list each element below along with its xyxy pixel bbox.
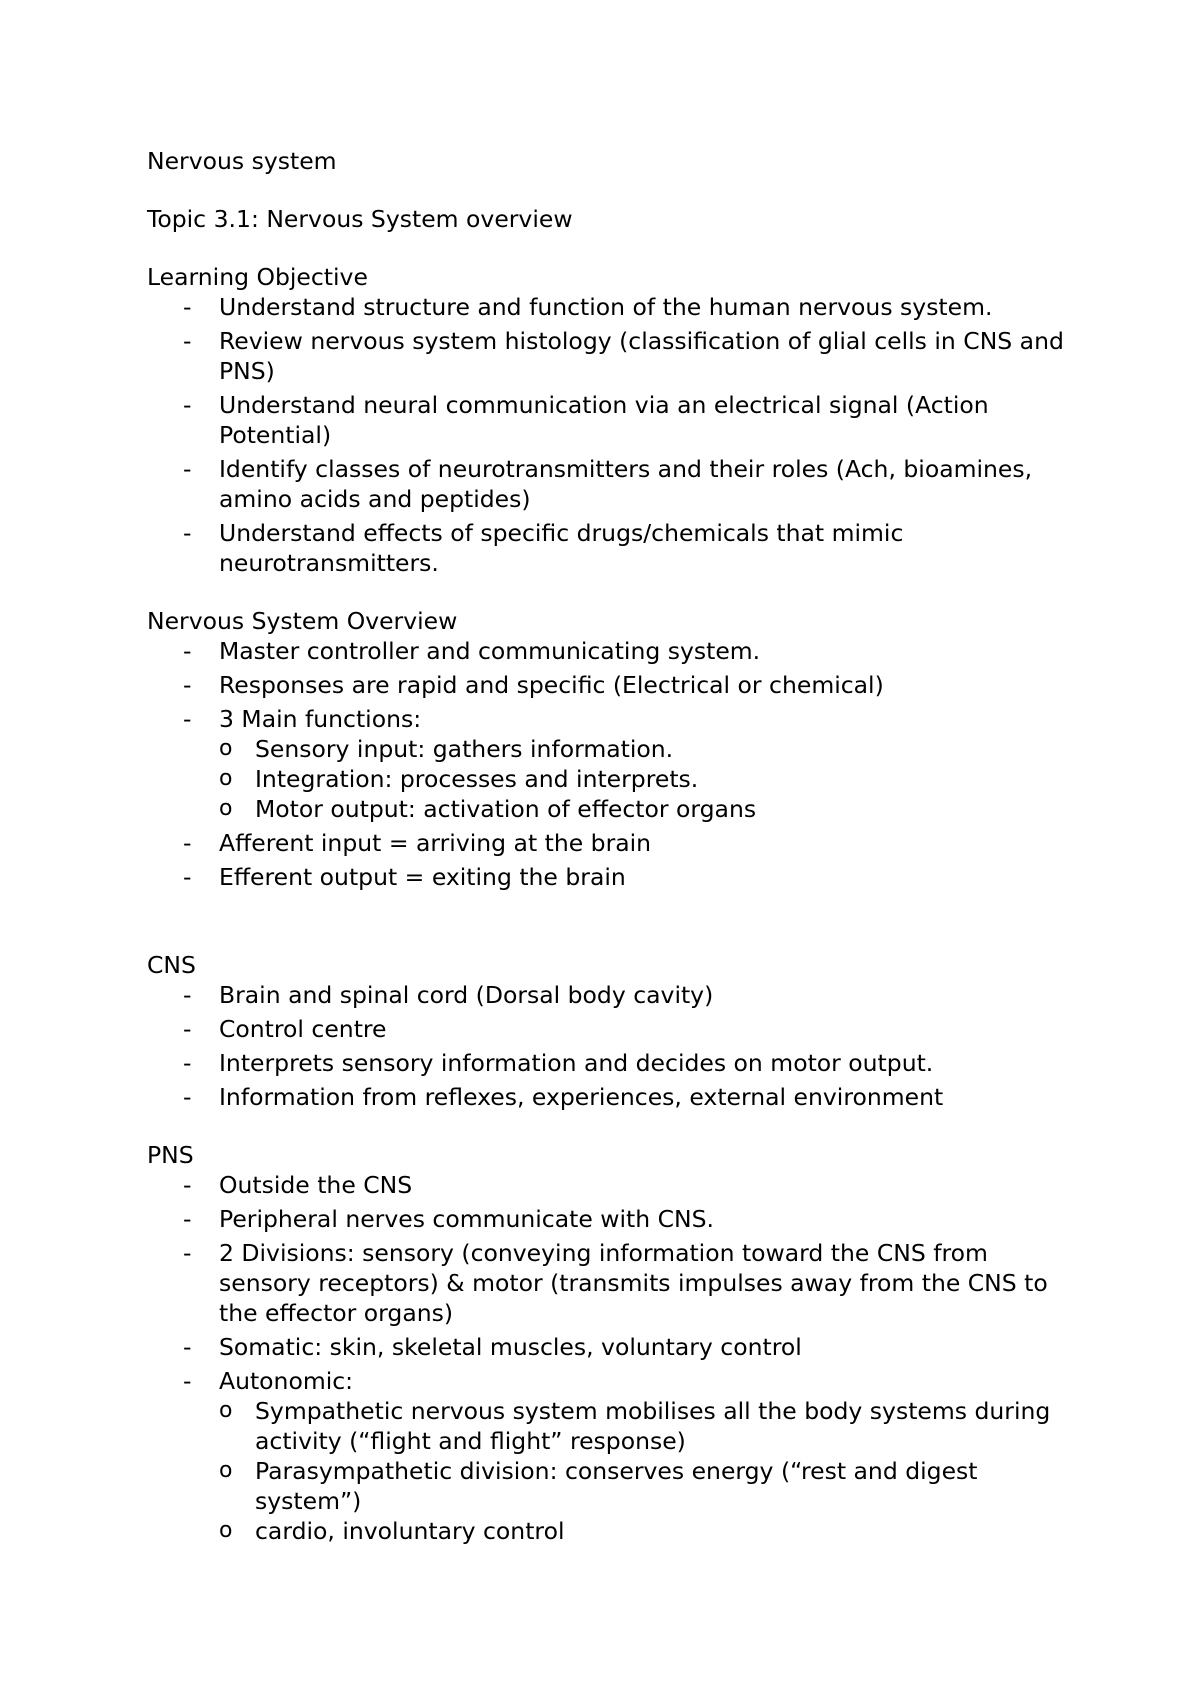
list-item (147, 1238, 1077, 1328)
circle-bullet: o (219, 736, 233, 761)
circle-bullet: o (219, 766, 233, 791)
circle-bullet: o (219, 1398, 233, 1423)
sublist-item-text: Motor output: activation of effector organs (255, 795, 757, 823)
dash-bullet: - (183, 1205, 192, 1233)
list-item-text: Understand effects of specific drugs/chemicals that mimic neurotransmitters. (219, 519, 904, 577)
dash-bullet: - (183, 863, 192, 891)
dash-bullet: - (183, 1015, 192, 1043)
list-item (147, 1204, 1077, 1234)
dash-bullet: - (183, 1239, 192, 1267)
pns-heading: PNS (147, 1141, 194, 1169)
list-item-text: Interprets sensory information and decides on motor output. (219, 1049, 934, 1077)
dash-bullet: - (183, 1333, 192, 1361)
list-item (147, 390, 1077, 450)
dash-bullet: - (183, 1367, 192, 1395)
list-item (147, 704, 1077, 824)
dash-bullet: - (183, 671, 192, 699)
cns-list (147, 980, 1077, 1112)
topic-heading: Topic 3.1: Nervous System overview (147, 205, 573, 233)
dash-bullet: - (183, 1049, 192, 1077)
list-item (147, 862, 1077, 892)
sublist-item-text: Sensory input: gathers information. (255, 735, 674, 763)
overview-list (147, 636, 1077, 892)
list-item-text: Information from reflexes, experiences, external environment (219, 1083, 944, 1111)
list-item (147, 980, 1077, 1010)
list-item (147, 1332, 1077, 1362)
list-item (147, 1048, 1077, 1078)
list-item-text: Control centre (219, 1015, 387, 1043)
list-item-text: 3 Main functions: (219, 705, 422, 733)
dash-bullet: - (183, 391, 192, 419)
sublist-item (219, 1396, 1077, 1456)
circle-bullet: o (219, 1458, 233, 1483)
sublist-item (219, 794, 1077, 824)
list-item (147, 1366, 1077, 1546)
list-item-text: Peripheral nerves communicate with CNS. (219, 1205, 714, 1233)
list-item (147, 454, 1077, 514)
dash-bullet: - (183, 637, 192, 665)
dash-bullet: - (183, 829, 192, 857)
functions-sublist (219, 734, 1077, 824)
list-item (147, 828, 1077, 858)
list-item-text: Outside the CNS (219, 1171, 413, 1199)
list-item-text: Identify classes of neurotransmitters and their roles (Ach, bioamines, amino acids and peptides) (219, 455, 1033, 513)
dash-bullet: - (183, 1171, 192, 1199)
sublist-item-text: cardio, involuntary control (255, 1517, 565, 1545)
document-title: Nervous system (147, 147, 337, 175)
dash-bullet: - (183, 455, 192, 483)
list-item-text: Master controller and communicating system. (219, 637, 761, 665)
circle-bullet: o (219, 1518, 233, 1543)
sublist-item-text: Sympathetic nervous system mobilises all the body systems during activity (“flight and flight” response) (255, 1397, 1051, 1455)
pns-list (147, 1170, 1077, 1546)
sublist-item (219, 1516, 1077, 1546)
list-item-text: Somatic: skin, skeletal muscles, voluntary control (219, 1333, 802, 1361)
list-item-text: Review nervous system histology (classification of glial cells in CNS and PNS) (219, 327, 1064, 385)
list-item (147, 292, 1077, 322)
list-item (147, 1082, 1077, 1112)
sublist-item-text: Integration: processes and interprets. (255, 765, 699, 793)
dash-bullet: - (183, 705, 192, 733)
list-item-text: Understand structure and function of the human nervous system. (219, 293, 993, 321)
sublist-item (219, 734, 1077, 764)
sublist-item (219, 764, 1077, 794)
list-item-text: Afferent input = arriving at the brain (219, 829, 652, 857)
list-item (147, 1170, 1077, 1200)
dash-bullet: - (183, 293, 192, 321)
circle-bullet: o (219, 796, 233, 821)
dash-bullet: - (183, 327, 192, 355)
sublist-item-text: Parasympathetic division: conserves energy (“rest and digest system”) (255, 1457, 978, 1515)
dash-bullet: - (183, 519, 192, 547)
dash-bullet: - (183, 981, 192, 1009)
list-item (147, 326, 1077, 386)
autonomic-sublist (219, 1396, 1077, 1546)
list-item (147, 636, 1077, 666)
list-item-text: 2 Divisions: sensory (conveying information toward the CNS from sensory receptors) & motor (transmits impulses away from the CNS to the effector organs) (219, 1239, 1048, 1327)
list-item-text: Efferent output = exiting the brain (219, 863, 626, 891)
list-item (147, 1014, 1077, 1044)
learning-objective-heading: Learning Objective (147, 263, 368, 291)
document-page (147, 146, 1077, 1546)
list-item-text: Understand neural communication via an electrical signal (Action Potential) (219, 391, 989, 449)
list-item-text: Responses are rapid and specific (Electrical or chemical) (219, 671, 884, 699)
cns-heading: CNS (147, 951, 196, 979)
list-item (147, 518, 1077, 578)
list-item-text: Brain and spinal cord (Dorsal body cavity) (219, 981, 714, 1009)
overview-heading: Nervous System Overview (147, 607, 458, 635)
list-item-text: Autonomic: (219, 1367, 354, 1395)
learning-objective-list (147, 292, 1077, 578)
sublist-item (219, 1456, 1077, 1516)
dash-bullet: - (183, 1083, 192, 1111)
list-item (147, 670, 1077, 700)
